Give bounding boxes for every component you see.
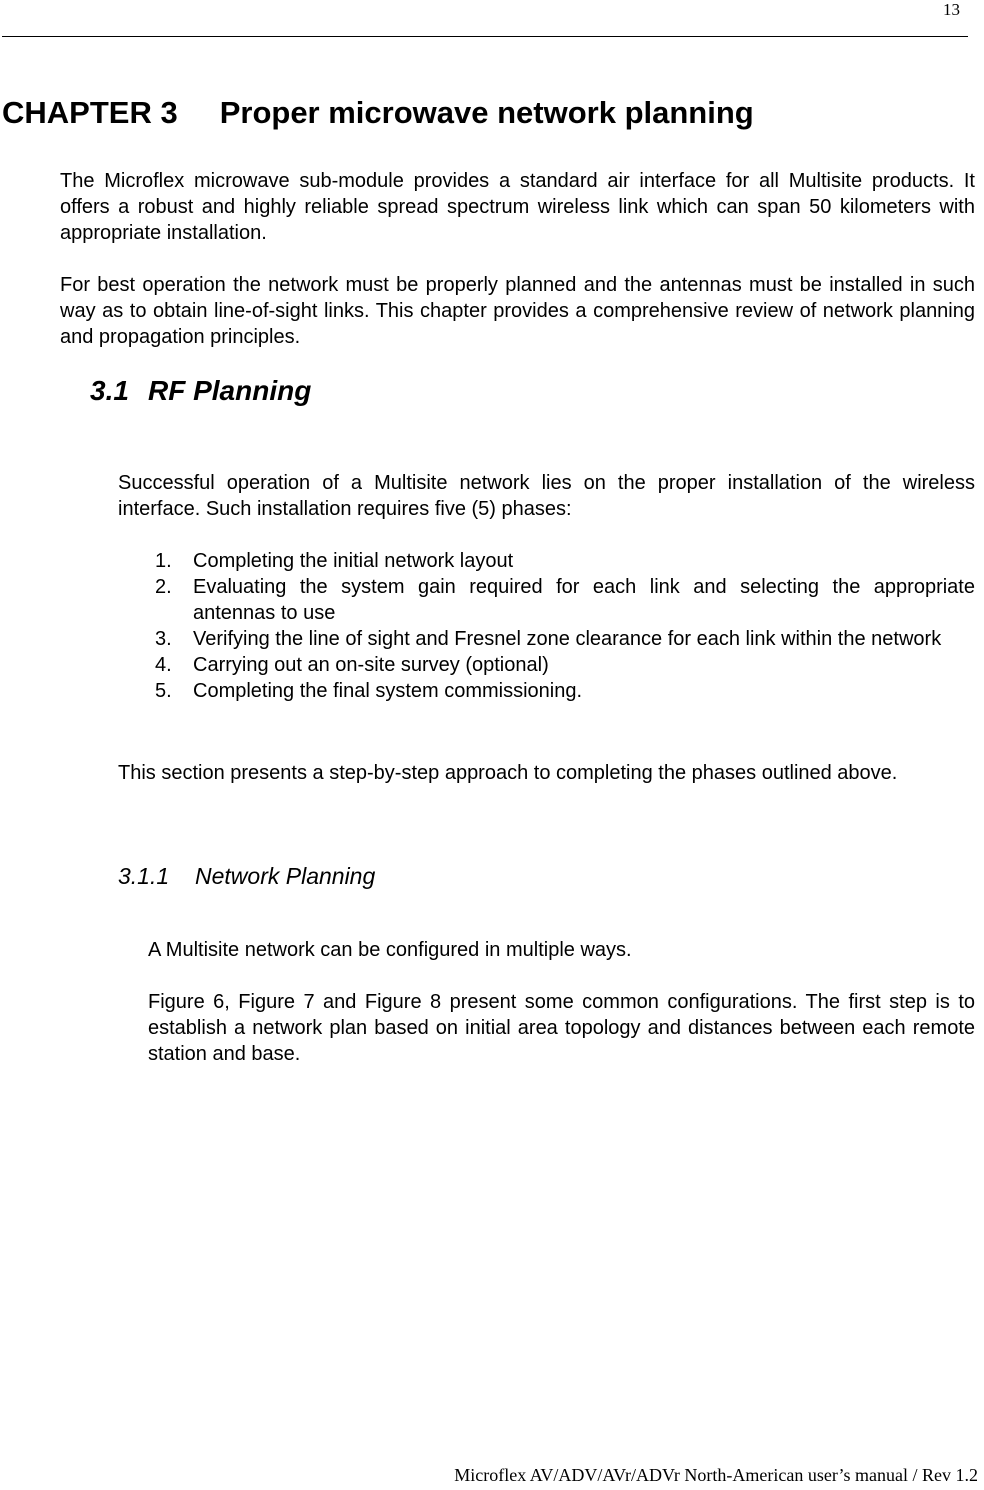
list-item-text: Evaluating the system gain required for each link and selecting the appropriate antennas to use bbox=[193, 576, 975, 624]
chapter-title bbox=[2, 94, 754, 132]
subsection-number: 3.1.1 bbox=[118, 863, 170, 889]
intro-paragraph: For best operation the network must be properly planned and the antennas must be installed in such way as to obtain line-of-sight links. This chapter provides a comprehensive review of network planning and propagation principles. bbox=[60, 274, 975, 348]
section-title: RF Planning bbox=[148, 375, 312, 406]
list-item bbox=[155, 652, 975, 678]
list-item-text: Carrying out an on-site survey (optional) bbox=[193, 654, 549, 676]
list-marker: 4. bbox=[155, 654, 172, 676]
list-item-text: Completing the final system commissioning. bbox=[193, 680, 583, 702]
section-number: 3.1 bbox=[90, 375, 129, 406]
chapter-label: CHAPTER 3 bbox=[2, 95, 178, 130]
footer-text: Microflex AV/ADV/AVr/ADVr North-American user’s manual / Rev 1.2 bbox=[454, 1465, 978, 1485]
list-marker: 3. bbox=[155, 628, 172, 650]
page-number: 13 bbox=[943, 0, 960, 19]
list-item bbox=[155, 626, 975, 652]
intro-paragraph: The Microflex microwave sub-module provides a standard air interface for all Multisite products. It offers a robust and highly reliable spread spectrum wireless link which can span 50 kilometers with appropriate installation. bbox=[60, 170, 975, 244]
list-marker: 5. bbox=[155, 680, 172, 702]
section-heading bbox=[90, 374, 311, 408]
list-item bbox=[155, 574, 975, 626]
subsection-heading bbox=[118, 862, 375, 890]
subsection-title: Network Planning bbox=[195, 863, 376, 889]
section-outro-paragraph: This section presents a step-by-step approach to completing the phases outlined above. bbox=[118, 762, 898, 784]
list-marker: 1. bbox=[155, 550, 172, 572]
header-divider bbox=[2, 36, 968, 37]
phase-list bbox=[155, 548, 975, 704]
section-intro-paragraph: Successful operation of a Multisite network lies on the proper installation of the wireless interface. Such installation requires five (5) phases: bbox=[118, 472, 975, 520]
subsection-paragraph: A Multisite network can be configured in multiple ways. bbox=[148, 939, 632, 961]
list-item-text: Verifying the line of sight and Fresnel zone clearance for each link within the network bbox=[193, 628, 942, 650]
subsection-paragraph: Figure 6, Figure 7 and Figure 8 present some common configurations. The first step is to establish a network plan based on initial area topology and distances between each remote station and base. bbox=[148, 991, 975, 1065]
list-marker: 2. bbox=[155, 576, 172, 598]
list-item bbox=[155, 548, 975, 574]
chapter-name: Proper microwave network planning bbox=[219, 95, 754, 130]
list-item-text: Completing the initial network layout bbox=[193, 550, 514, 572]
list-item bbox=[155, 678, 975, 704]
